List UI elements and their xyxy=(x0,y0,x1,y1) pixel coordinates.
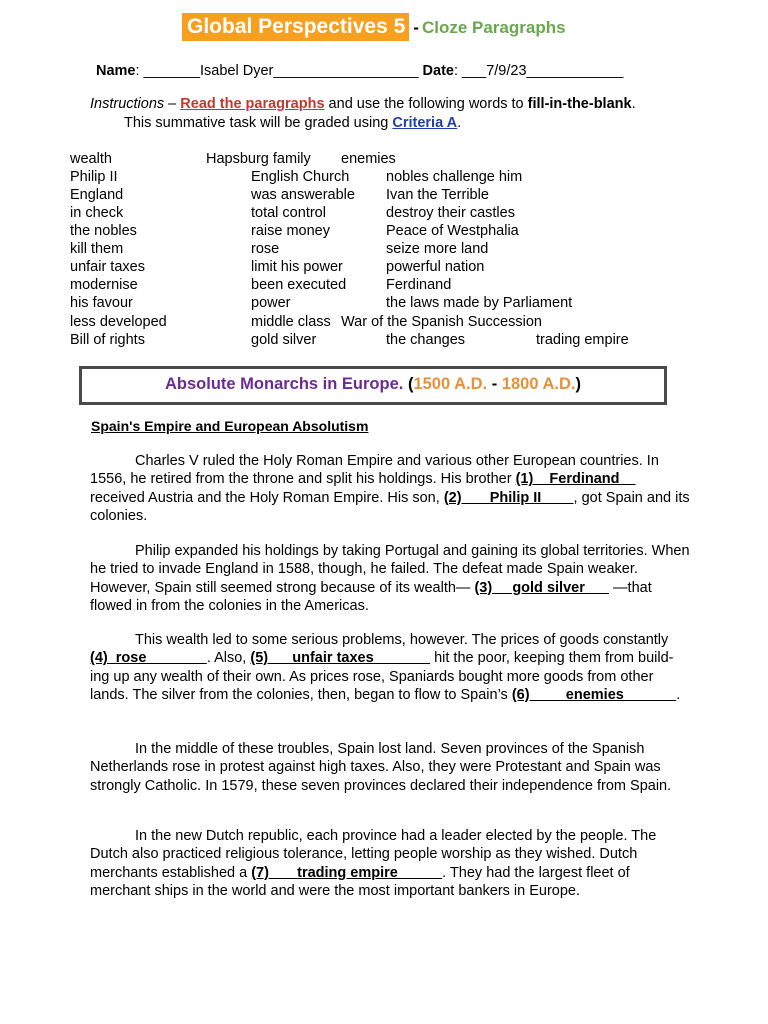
word-bank-item: power xyxy=(251,295,291,311)
section-title-close: ) xyxy=(575,375,581,393)
section-end-year: 1800 A.D. xyxy=(501,375,576,393)
paragraph-text: received Austria and the Holy Roman Empire. His son, xyxy=(90,489,444,506)
instructions-line-2 xyxy=(124,115,461,131)
paragraph-text: . xyxy=(676,686,681,703)
word-bank-item: seize more land xyxy=(386,241,489,257)
paragraph-4 xyxy=(90,740,690,795)
blank-6-answer[interactable]: (6) enemies xyxy=(511,686,677,703)
word-bank-item: Peace of Westphalia xyxy=(386,223,519,239)
section-title-open: ( xyxy=(403,375,414,393)
word-bank-item: Philip II xyxy=(70,169,118,185)
word-bank-item: the changes xyxy=(386,332,466,348)
word-bank-item: his favour xyxy=(70,295,133,311)
paragraph-text: In the new Dutch republic, each province had a leader elected by the people. The Dutch also practiced religious tolerance, letting people worship as they wished. Dutch merchants established a xyxy=(90,828,657,881)
section-title-text: Absolute Monarchs in Europe. xyxy=(165,375,404,393)
paragraph-3 xyxy=(90,631,690,704)
word-bank-item: Ivan the Terrible xyxy=(386,187,489,203)
paragraph-text: —that flowed in from the colonies in the Americas. xyxy=(90,579,652,614)
paragraph-text: hit the poor, keeping them from build- ing up any wealth of their own. As prices rose, Spaniards bought more goods from other lands. The silver from the colonies, then, began to flow to Spain’s xyxy=(90,650,674,703)
word-bank-item: enemies xyxy=(341,151,396,167)
word-bank-item: War of the Spanish Succession xyxy=(341,314,542,330)
word-bank-item: in check xyxy=(70,205,124,221)
word-bank-item: total control xyxy=(251,205,326,221)
word-bank-item: less developed xyxy=(70,314,167,330)
paragraph-2 xyxy=(90,542,690,615)
instructions-end: . xyxy=(631,96,636,112)
date-label: Date xyxy=(422,63,454,79)
paragraph-text: In the middle of these troubles, Spain lost land. Seven provinces of the Spanish Netherlands rose in protest against high taxes. Also, they were Protestant and Spain was strongly Catholic. In 1579, these seven provinces declared their independence from Spain. xyxy=(90,741,672,794)
name-label: Name xyxy=(96,63,136,79)
instructions-dash: – xyxy=(164,96,181,112)
blank-4-answer[interactable]: (4) rose xyxy=(90,650,207,667)
word-bank-item: the laws made by Parliament xyxy=(386,295,573,311)
word-bank-item: middle class xyxy=(251,314,331,330)
word-bank-item: English Church xyxy=(251,169,350,185)
instructions-label: Instructions xyxy=(90,96,165,112)
paragraph-1 xyxy=(90,452,690,525)
word-bank-item: Bill of rights xyxy=(70,332,145,348)
paragraph-text: . They had the largest fleet of merchant ships in the world and were the most important bankers in Europe. xyxy=(90,864,630,899)
instructions-mid: and use the following words to xyxy=(324,96,528,112)
name-value: : _______Isabel Dyer__________________ xyxy=(135,63,423,79)
worksheet-title xyxy=(182,15,566,39)
word-bank-item: trading empire xyxy=(536,332,629,348)
title-subtitle: Cloze Paragraphs xyxy=(421,18,566,37)
paragraph-text: , got Spain and its colonies. xyxy=(90,489,690,524)
word-bank-item: been executed xyxy=(251,277,347,293)
paragraph-text: . Also, xyxy=(206,650,251,667)
instructions-line2-end: . xyxy=(457,115,462,131)
word-bank-item: Ferdinand xyxy=(386,277,452,293)
fill-in-blank-text: fill-in-the-blank xyxy=(527,96,632,112)
section-title xyxy=(82,375,664,394)
blank-7-answer[interactable]: (7) trading empire xyxy=(251,864,443,881)
word-bank-item: wealth xyxy=(70,151,112,167)
instructions-line2-text: This summative task will be graded using xyxy=(124,115,393,131)
word-bank-item: powerful nation xyxy=(386,259,485,275)
word-bank-item: was answerable xyxy=(251,187,355,203)
blank-3-answer[interactable]: (3) gold silver xyxy=(474,579,610,596)
section-heading: Spain's Empire and European Absolutism xyxy=(91,418,369,434)
paragraph-text: Charles V ruled the Holy Roman Empire and various other European countries. In 1556, he retired from the throne and split his holdings. His brother xyxy=(90,453,659,488)
word-bank-item: England xyxy=(70,187,124,203)
word-bank-item: limit his power xyxy=(251,259,343,275)
blank-5-answer[interactable]: (5) unfair taxes xyxy=(250,650,431,667)
word-bank-item: destroy their castles xyxy=(386,205,515,221)
date-value: : ___7/9/23____________ xyxy=(453,63,624,79)
title-separator: - xyxy=(413,18,419,37)
section-title-dash: - xyxy=(487,375,502,393)
blank-2-answer[interactable]: (2) Philip II xyxy=(443,489,574,506)
name-date-line xyxy=(96,63,623,79)
word-bank-item: kill them xyxy=(70,241,124,257)
word-bank-item: Hapsburg family xyxy=(206,151,311,167)
word-bank-item: nobles challenge him xyxy=(386,169,523,185)
word-bank-item: unfair taxes xyxy=(70,259,145,275)
paragraph-text: This wealth led to some serious problems, however. The prices of goods constantly xyxy=(135,632,669,648)
section-start-year: 1500 A.D. xyxy=(413,375,488,393)
blank-1-answer[interactable]: (1) Ferdinand xyxy=(515,471,636,488)
word-bank-item: raise money xyxy=(251,223,330,239)
word-bank-item: gold silver xyxy=(251,332,317,348)
instructions-line-1 xyxy=(90,96,636,112)
read-paragraphs-link[interactable]: Read the paragraphs xyxy=(180,96,325,112)
word-bank-item: the nobles xyxy=(70,223,137,239)
paragraph-text: Philip expanded his holdings by taking Portugal and gaining its global territories. When he tried to invade England in 1588, though, he failed. The defeat made Spain weaker. However, Spain still seemed strong because of its wealth— xyxy=(90,543,690,596)
word-bank-item: modernise xyxy=(70,277,138,293)
title-main: Global Perspectives 5 xyxy=(182,13,409,41)
section-title-box xyxy=(79,366,667,405)
word-bank-item: rose xyxy=(251,241,280,257)
criteria-a-link[interactable]: Criteria A xyxy=(392,115,458,131)
paragraph-5 xyxy=(90,827,690,900)
